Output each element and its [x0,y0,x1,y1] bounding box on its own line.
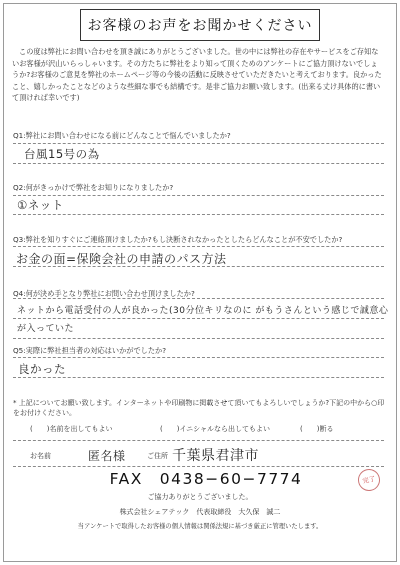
address-value: 千葉県君津市 [172,448,259,464]
q3-rule-2 [13,266,384,267]
q3-label: Q3:弊社を知りすぐにご連絡頂けましたか?もし決断されなかったとしたらどんなことが不安でしたか? [13,235,343,244]
fax-number: FAX 0438−60−7774 [109,470,303,488]
name-label: お名前 [30,452,51,460]
form-title: お客様のお声をお聞かせください [80,9,320,41]
q4-label: Q4:何が決め手となり弊社にお問い合わせ頂けましたか? [13,289,195,298]
q5-answer: 良かった [18,362,66,376]
q5-rule-2 [13,377,384,378]
q2-answer: ①ネット [17,198,64,212]
privacy-note: 当アンケートで取得したお客様の個人情報は関係法規に基づき厳正に管理いたします。 [77,523,323,530]
q2-rule [13,195,384,196]
q5-label: Q5:実際に弊社担当者の対応はいかがでしたか? [13,346,167,355]
q3-rule [13,246,384,247]
q2-label: Q2:何がきっかけで弊社をお知りになりましたか? [13,183,174,192]
consent-option-name: ( )名前を出してもよい [30,425,113,433]
thanks-text: ご協力ありがとうございました。 [147,493,253,501]
consent-option-initial: ( )イニシャルなら出してもよい [160,425,271,433]
address-label: ご住所 [147,452,168,460]
q1-answer: 台風15号の為 [24,147,100,161]
q1-label: Q1:弊社にお問い合わせになる前にどんなことで悩んでいましたか? [13,131,231,140]
q4-rule [13,298,384,299]
q5-rule [13,357,384,358]
consent-option-refuse: ( )断る [300,425,334,433]
q1-rule-2 [13,163,384,164]
q2-rule-2 [13,214,384,215]
intro-paragraph: この度は弊社にお問い合わせを頂き誠にありがとうございました。世の中には弊社の存在やサービスをご存知ないお客様が沢山いらっしゃいます。その方たちに弊社をより知って頂くためのアンケートにご協力頂けないでしょうか?お客様のご意見を弊社のホームページ等の今後の活動に反映させていただきたいと考えております。良かったこと、嬉しかったことなどのような些細な事でも結構です。是非ご協力お願い致します。(出来る丈け具体的に書いて頂ければ幸いです) [12,47,382,103]
q3-answer: お金の面=保険会社の申請のパス方法 [16,252,227,266]
q4-answer: ネットから電話受付の人が良かった(30分位キリなのに がもうさんという感じで誠意心が入っていた [17,306,389,334]
name-value: 匿名様 [88,449,126,463]
q4-rule-3 [13,338,384,339]
company-line: 株式会社シェアテック 代表取締役 大久保 誠二 [119,508,281,516]
q1-rule [13,143,384,144]
consent-question: * 上記についてお願い致します。インターネットや印刷物に掲載させて頂いてもよろしいでしょうか?下記の中から○印をお付けください。 [13,399,385,417]
approval-stamp: 完了 [356,467,382,493]
q4-rule-2 [13,318,384,319]
